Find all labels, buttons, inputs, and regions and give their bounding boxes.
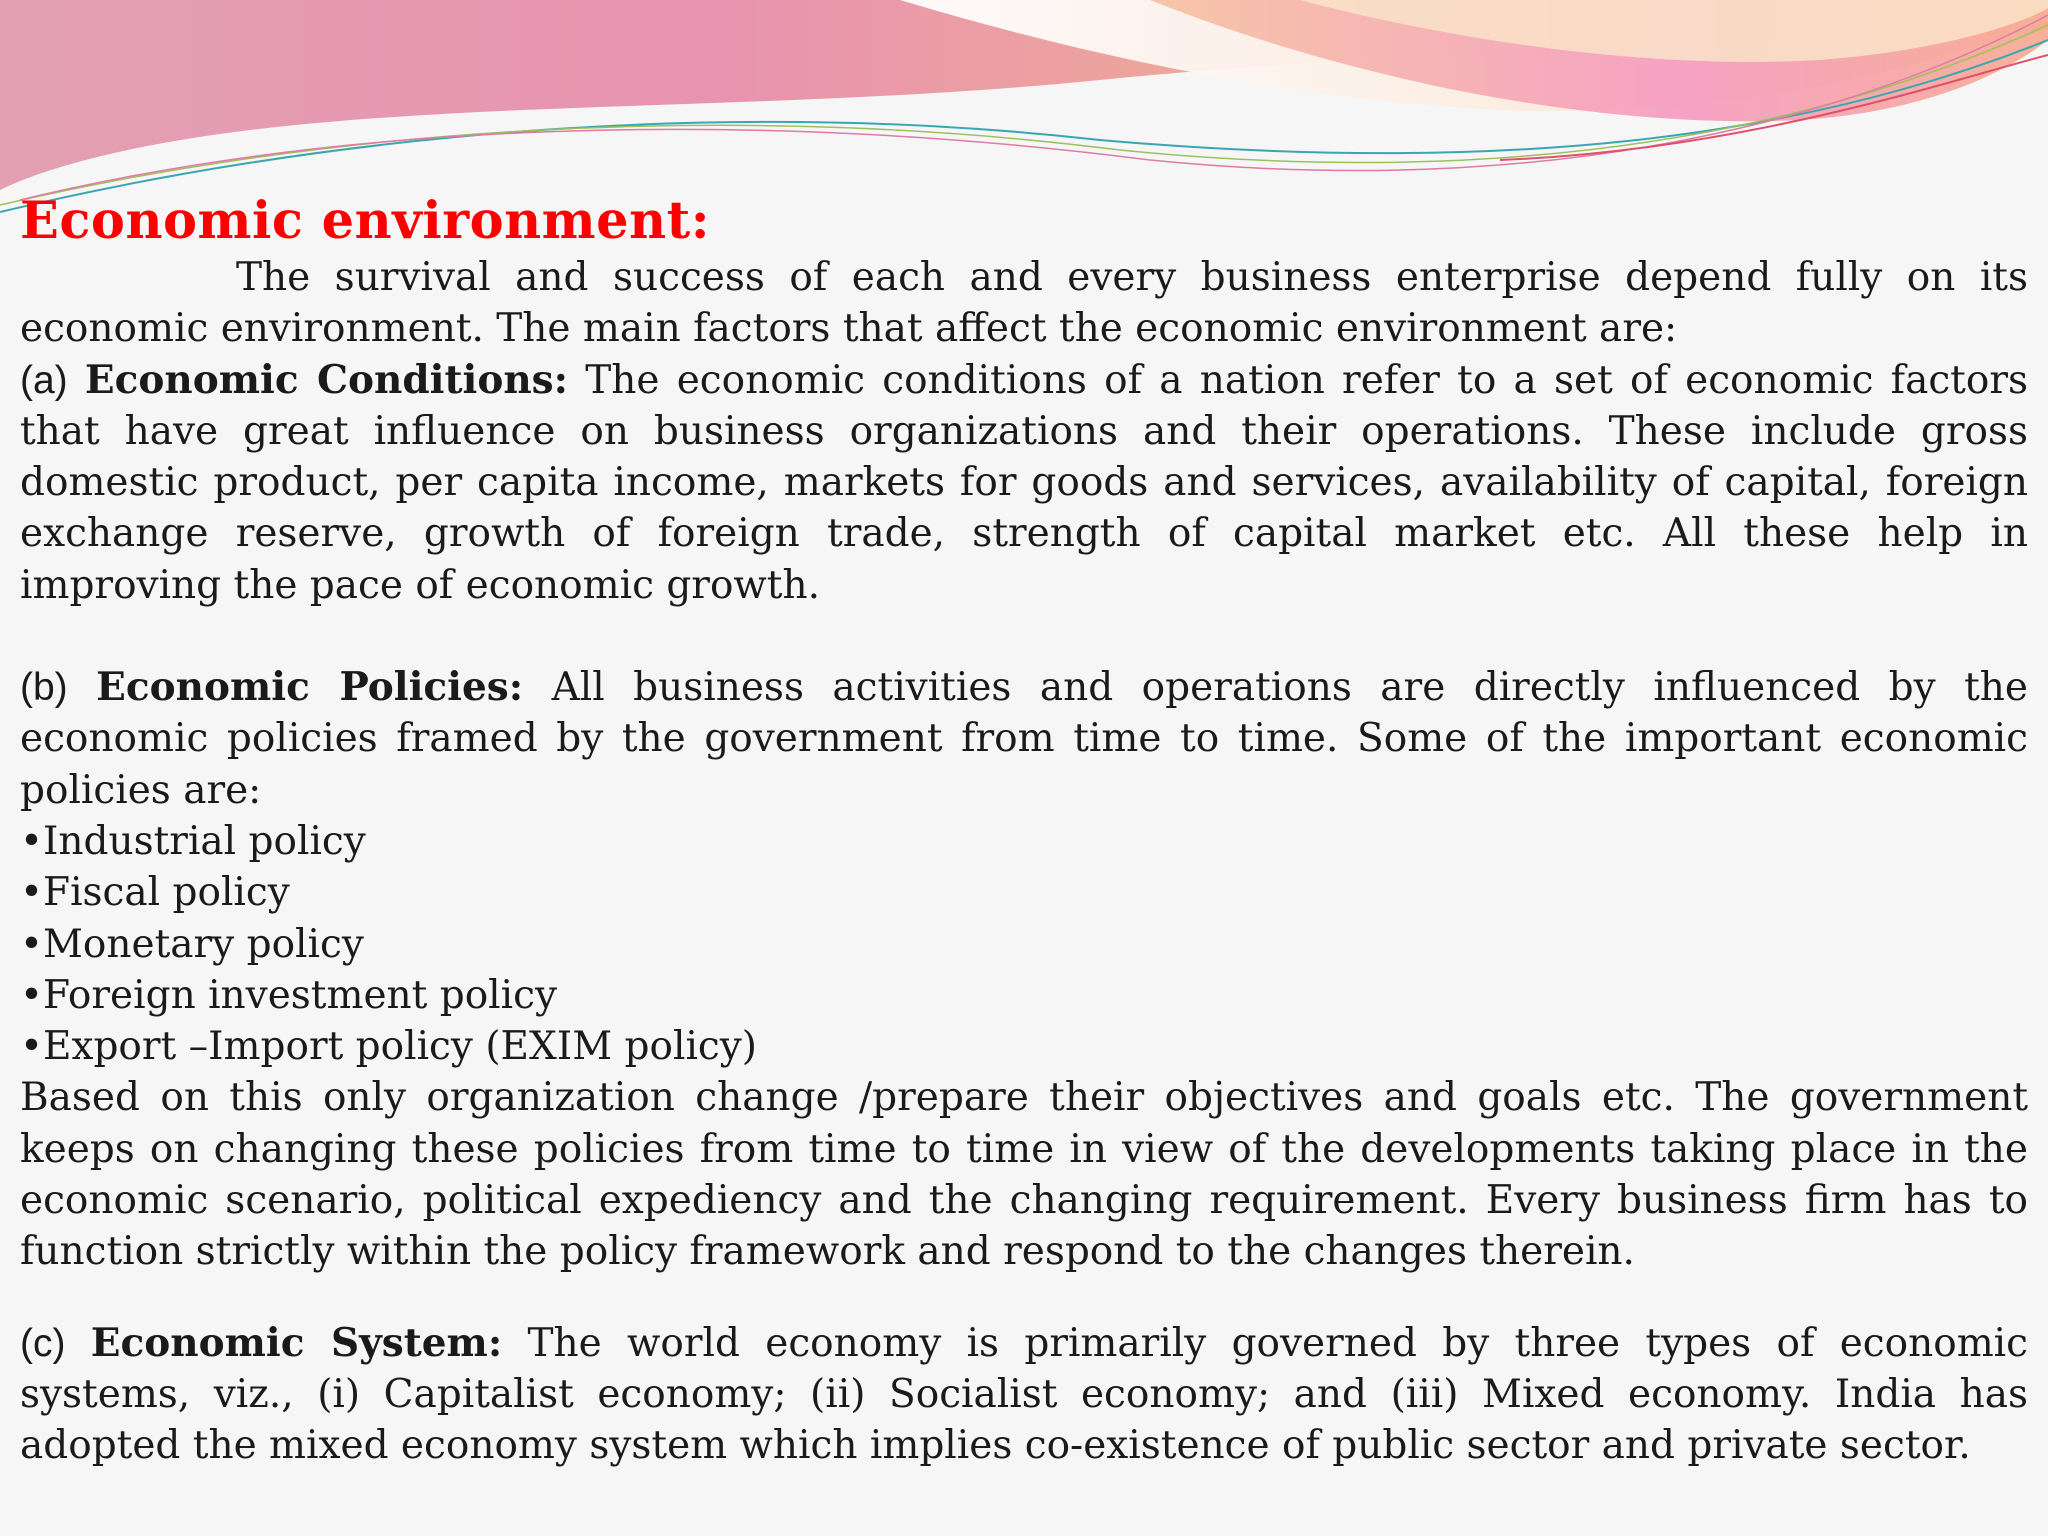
section-prefix: (c) bbox=[20, 1321, 66, 1365]
intro-paragraph: The survival and success of each and every business enterprise depend fully on its economic environment. The main factors that affect the economic environment are: bbox=[20, 255, 2028, 352]
policies-closing-paragraph: Based on this only organization change /prepare their objectives and goals etc. The government keeps on changing these policies from time to time in view of the developments taking place in the economic scenario, political expediency and the changing requirement. Every business firm has to function strictly within the policy framework and respond to the changes therein. bbox=[20, 1075, 2028, 1275]
section-heading: Economic Policies: bbox=[96, 664, 524, 711]
list-item: •Industrial policy bbox=[20, 818, 366, 864]
policy-bullet-list bbox=[20, 816, 2028, 1072]
section-heading: Economic System: bbox=[90, 1319, 503, 1366]
section-prefix: (a) bbox=[20, 358, 68, 402]
section-economic-policies bbox=[20, 662, 2028, 816]
slide-content bbox=[20, 190, 2028, 1472]
list-item: •Fiscal policy bbox=[20, 870, 290, 916]
section-heading: Economic Conditions: bbox=[84, 356, 569, 403]
list-item: •Export –Import policy (EXIM policy) bbox=[20, 1024, 758, 1070]
section-economic-system bbox=[20, 1318, 2028, 1472]
list-item: •Foreign investment policy bbox=[20, 972, 557, 1018]
section-economic-conditions bbox=[20, 355, 2028, 611]
list-item: •Monetary policy bbox=[20, 921, 364, 967]
section-prefix: (b) bbox=[20, 666, 68, 710]
slide-title: Economic environment: bbox=[20, 191, 711, 251]
section-text: The world economy is primarily governed by three types of economic systems, viz., (i) Capitalist economy; (ii) Socialist economy; and (iii) Mixed economy. India has adopted the mixed economy system which implies co-existence of public sector and private sector. bbox=[20, 1320, 2028, 1469]
section-text: The economic conditions of a nation refer to a set of economic factors that have great influence on business organizations and their operations. These include gross domestic product, per capita income, markets for goods and services, availability of capital, foreign exchange reserve, growth of foreign trade, strength of capital market etc. All these help in improving the pace of economic growth. bbox=[20, 357, 2028, 608]
section-text: All business activities and operations are directly influenced by the economic policies framed by the government from time to time. Some of the important economic policies are: bbox=[20, 665, 2028, 813]
